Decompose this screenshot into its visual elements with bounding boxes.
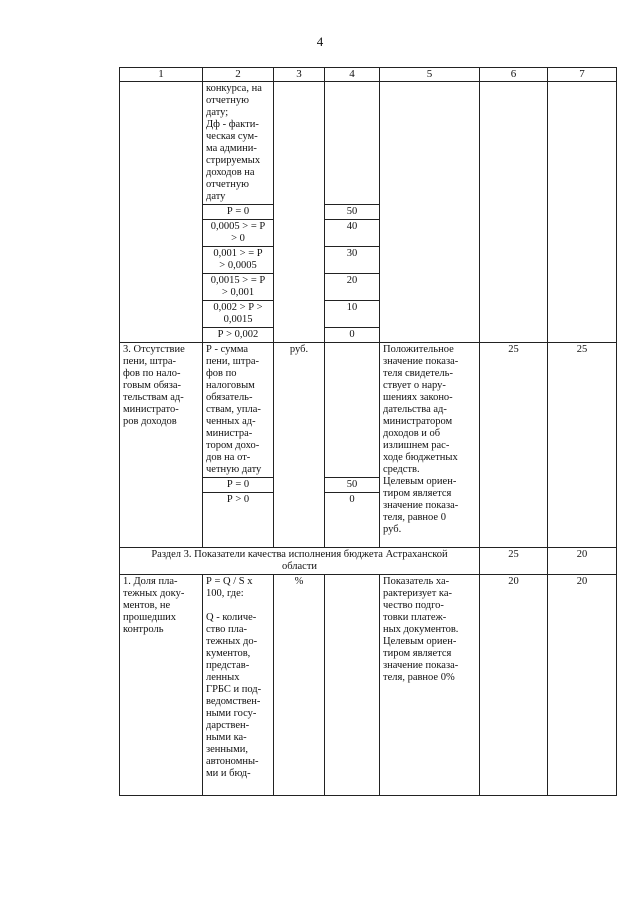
range-condition: 0,001 > = Р > 0,0005 [203,247,274,274]
cell-score-empty [325,343,380,478]
table-row [120,343,617,478]
range-score: 50 [325,205,380,220]
range-condition: Р = 0 [203,478,274,493]
section-col6: 25 [480,548,548,575]
range-condition: Р > 0 [203,493,274,548]
indicator-description: Положительное значение показа- теля свидетель- ствует о нару- шениях законо- дательства ад- министратором доходов и об излишнем рас- ходе бюджетных средств. Целевым ориен- тиром является значение показа- теля, равное 0 руб. [380,343,480,548]
indicator-unit: % [274,575,325,796]
range-score: 10 [325,301,380,328]
range-score: 0 [325,493,380,548]
header-col-3: 3 [274,68,325,82]
indicator-description: Показатель ха- рактеризует ка- чество подго- товки платеж- ных документов. Целевым ориен- тиром является значение показа- теля, равное 0% [380,575,480,796]
cell-score-empty [325,575,380,796]
cell-formula-text: конкурса, на отчетную дату; Дф - факти- ческая сум- ма админи- стрируемых доходов на отчетную дату [203,82,274,205]
indicator-col6: 20 [480,575,548,796]
cell-score-empty [325,82,380,205]
indicator-formula: Р = Q / S х 100, где: Q - количе- ство пла- тежных до- кументов, представ- ленных ГРБС и под- ведомствен- ными госу- дарствен- ными ка- зенными, автономны- ми и бюд- [203,575,274,796]
range-condition: 0,0015 > = Р > 0,001 [203,274,274,301]
cell-name-empty [120,82,203,343]
cell-description-empty [380,82,480,343]
cell-unit-empty [274,82,325,343]
section-header-row [120,548,617,575]
indicator-col6: 25 [480,343,548,548]
header-col-5: 5 [380,68,480,82]
header-col-4: 4 [325,68,380,82]
table-row [120,82,617,205]
section-title: Раздел 3. Показатели качества исполнения бюджета Астраханской области [120,548,480,575]
header-row [120,68,617,82]
table-row [120,575,617,796]
range-condition: Р = 0 [203,205,274,220]
cell-col6-empty [480,82,548,343]
header-col-2: 2 [203,68,274,82]
range-condition: 0,0005 > = Р > 0 [203,220,274,247]
indicator-col7: 25 [548,343,617,548]
section-col7: 20 [548,548,617,575]
range-score: 50 [325,478,380,493]
indicators-table [119,67,617,796]
page-number: 4 [316,34,324,49]
range-condition: 0,002 > Р > 0,0015 [203,301,274,328]
header-col-1: 1 [120,68,203,82]
range-condition: Р > 0,002 [203,328,274,343]
cell-col7-empty [548,82,617,343]
indicator-unit: руб. [274,343,325,548]
header-col-7: 7 [548,68,617,82]
range-score: 20 [325,274,380,301]
indicator-col7: 20 [548,575,617,796]
range-score: 30 [325,247,380,274]
header-col-6: 6 [480,68,548,82]
indicator-formula: Р - сумма пени, штра- фов по налоговым обязатель- ствам, упла- ченных ад- министра- тором дохо- дов на от- четную дату [203,343,274,478]
range-score: 40 [325,220,380,247]
indicator-name: 3. Отсутствие пени, штра- фов по нало- говым обяза- тельствам ад- министрато- ров доходов [120,343,203,548]
indicator-name: 1. Доля пла- тежных доку- ментов, не прошедших контроль [120,575,203,796]
range-score: 0 [325,328,380,343]
